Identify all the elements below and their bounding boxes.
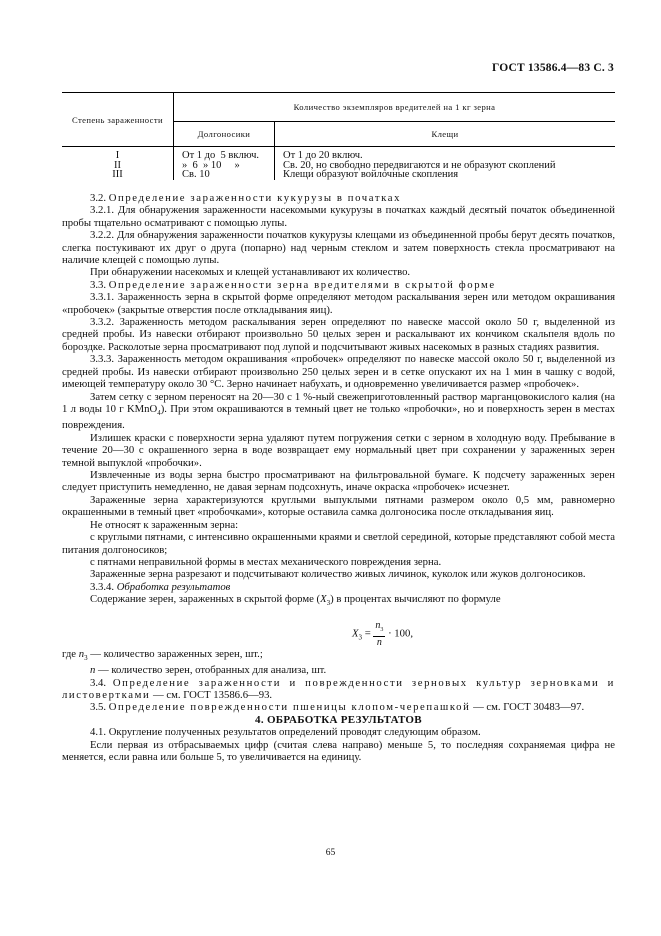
formula-fraction: $\frac{n_3}{n}$: [375, 619, 384, 648]
mites-cell: Клещи образуют войлочные скопления: [283, 169, 459, 180]
paragraph: Излишек краски с поверхности зерна удаляют путем погружения сетки с зерном в холодную воду. Пребывание в течение 20—30 с окрашенного зерна в воде возвращает ему нормальный цвет при сохранении у зараженных зерен темной выпуклой «пробочки».: [62, 431, 615, 469]
paragraph: 3.3.1. Зараженность зерна в скрытой форме определяют методом раскалывания зерен или методом окрашивания «пробочек» (закрытые отверстия после откладывания яиц).: [62, 291, 615, 316]
section-heading-3-5: 3.5. Определение поврежденности пшеницы клопом-черепашкой — см. ГОСТ 30483—97.: [90, 701, 585, 714]
page-number: 65: [325, 848, 336, 858]
mites-cell: От 1 до 20 включ.: [283, 150, 363, 161]
paragraph: Не относят к зараженным зерна:: [90, 518, 239, 531]
table-header-group: Количество экземпляров вредителей на 1 кг зерна: [174, 93, 616, 122]
weevils-cell: От 1 до 5 включ.: [174, 147, 275, 161]
section-heading-3-4: 3.4. Определение зараженности и поврежденности зерновых культур зерновками и листовертками — см. ГОСТ 13586.6—93.: [62, 676, 615, 702]
section-heading-3-3-4: 3.3.4. Обработка результатов: [90, 580, 231, 593]
paragraph: При обнаружении насекомых и клещей устанавливают их количество.: [90, 266, 411, 279]
degree-cell: III: [62, 170, 174, 180]
table-row: [62, 170, 615, 180]
degree-cell: I: [62, 147, 174, 161]
paragraph: 3.3.3. Зараженность методом окрашивания «пробочек» определяют по навеске массой около 50 г, выделенной из средней пробы. Из навески отбирают произвольно 250 целых зерен и в сетке опускают их на 1 мин в чашку с водой, имеющей температуру около 30 °С. Зерно начинает набухать, и одновременно увеличивается размер «пробочек».: [62, 353, 615, 391]
body-text: [62, 192, 615, 763]
section-heading-3-2: 3.2. Определение зараженности кукурузы в початках: [90, 192, 402, 204]
paragraph: Зараженные зерна разрезают и подсчитывают количество живых личинок, куколок или жуков долгоносиков.: [90, 568, 586, 581]
section-title-4: 4. ОБРАБОТКА РЕЗУЛЬТАТОВ: [255, 713, 422, 726]
paragraph: Зараженные зерна характеризуются круглыми выпуклыми пятнами размером около 0,5 мм, равномерно окрашенными в темный цвет «пробочками», которые оставила самка долгоносика после откладывания яиц.: [62, 493, 615, 519]
table-row: [62, 147, 615, 161]
paragraph: 3.3.2. Зараженность методом раскалывания зерен определяют по навеске массой около 50 г, выделенной из средней пробы. Из навески отбирают произвольно 50 целых зерен и раскалывают их кончиком скальпеля вдоль по бороздке. Расколотые зерна просматривают под лупой и подсчитывают живых насекомых в разных стадиях развития.: [62, 316, 615, 353]
paragraph: с пятнами неправильной формы в местах механического повреждения зерна.: [90, 555, 442, 568]
weevils-cell: » 6 » 10 »: [174, 161, 275, 171]
paragraph: Затем сетку с зерном переносят на 20—30 с 1 %-ный свежеприготовленный раствор марганцовокислого калия (на 1 л воды 10 г KMnO$_4$). При этом окрашиваются в темный цвет не только «пробочки», но и поверхность зерен в местах повреждения.: [62, 390, 615, 432]
formula: $X_3$ = $\frac{n_3}{n}$ · 100,: [352, 619, 414, 648]
paragraph: n — количество зерен, отобранных для анализа, шт.: [90, 664, 327, 677]
paragraph: где $n_3$ — количество зараженных зерен, шт.;: [62, 647, 263, 662]
paragraph: с круглыми пятнами, с интенсивно окрашенными краями и светлой серединой, которые представляют собой места питания долгоносиков;: [62, 531, 615, 556]
degree-cell: II: [62, 161, 174, 171]
paragraph: Содержание зерен, зараженных в скрытой форме $(X_3)$ в процентах вычисляют по формуле: [90, 593, 501, 608]
paragraph: 3.2.2. Для обнаружения зараженности початков кукурузы клещами из объединенной пробы берут десять початков, слегка постукивают их друг о друга (попарно) над черным стеклом и затем поверхность стекла просматривают на наличие клещей с помощью лупы.: [62, 229, 615, 267]
paragraph: 3.2.1. Для обнаружения зараженности насекомыми кукурузы в початках каждый десятый початок объединенной пробы тщательно осматривают с помощью лупы.: [62, 204, 615, 229]
weevils-cell: Св. 10: [174, 170, 275, 180]
table-header-degree: Степень зараженности: [62, 93, 174, 147]
section-heading-3-3: 3.3. Определение зараженности зерна вредителями в скрытой форме: [90, 278, 496, 291]
table-header-mites: Клещи: [275, 122, 616, 147]
paragraph: 4.1. Округление полученных результатов определений проводят следующим образом.: [90, 726, 481, 739]
paragraph: Если первая из отбрасываемых цифр (считая слева направо) меньше 5, то последняя сохраняемая цифра не меняется, если равна или больше 5, то увеличивается на единицу.: [62, 738, 615, 764]
infestation-table: [62, 92, 615, 180]
table-header-weevils: Долгоносики: [174, 122, 275, 147]
mites-cell: Св. 20, но свободно передвигаются и не образуют скоплений: [283, 159, 556, 171]
page-header: ГОСТ 13586.4—83 С. 3: [491, 62, 614, 74]
paragraph: Извлеченные из воды зерна быстро просматривают на фильтровальной бумаге. К подсчету зараженных зерен следует приступить немедленно, не давая зернам подсохнуть, иначе окраска «пробочек» исчезнет.: [62, 469, 615, 494]
